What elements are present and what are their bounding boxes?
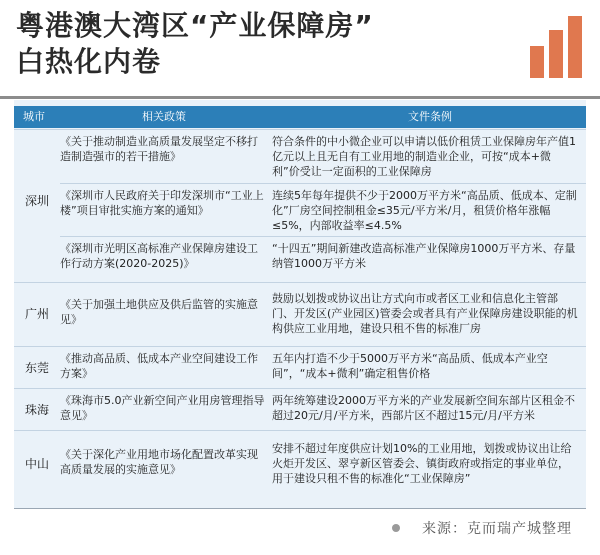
table-header [14,106,586,128]
clause-cell: 两年统筹建设2000万平方米的产业发展新空间东部片区租金不超过20元/月/平方米，西部片区不超过15元/月/平方米 [272,394,575,422]
clause-cell: 符合条件的中小微企业可以申请以低价租赁工业保障房年产值1亿元以上且无自有工业用地的制造业企业，可按“成本+微利”价受让一定面积的工业保障房 [272,135,576,178]
policy-cell: 《关于深化产业用地市场化配置改革实现高质量发展的实施意见》 [60,448,258,476]
table-row [14,388,586,425]
row-city: 珠海 [24,403,49,417]
bottom-divider [14,508,586,509]
policy-table [14,100,586,508]
clause-cell: 连续5年每年提供不少于2000万平方米“高品质、低成本、定制化”厂房空间控制租金≤35元/平方米/月，租赁价格年涨幅≤5%，内部收益率≤4.5% [272,189,577,232]
table-row [14,346,586,383]
clause-cell: “十四五”期间新建改造高标准产业保障房1000万平方米、存量纳管1000万平方米 [272,242,576,270]
table-row [14,282,586,343]
title-line-1: 粤港澳大湾区“产业保障房” [16,9,374,42]
row-city: 东莞 [24,361,49,375]
header-clause: 文件条例 [408,110,452,123]
source-note: 来源：克而瑞产城整理 [422,521,572,537]
policy-cell: 《推动高品质、低成本产业空间建设工作方案》 [60,352,258,380]
title-line-2: 白热化内卷 [16,45,162,78]
policy-cell: 《深圳市光明区高标准产业保障房建设工作行动方案(2020-2025)》 [60,242,258,270]
clause-cell: 鼓励以划拨或协议出让方式向市或者区工业和信息化主管部门、开发区(产业园区)管委会或者具有产业保障房建设职能的机构供应工业用地，建设只租不售的标准厂房 [272,292,578,335]
row-city: 中山 [24,457,49,471]
header-city: 城市 [23,110,45,123]
page-title [16,8,374,80]
table-row [14,129,586,179]
header-policy: 相关政策 [142,110,186,123]
policy-cell: 《关于推动制造业高质量发展坚定不移打造制造强市的若干措施》 [60,135,258,163]
table-row [60,183,586,230]
row-city-shenzhen: 深圳 [24,194,49,208]
policy-cell: 《珠海市5.0产业新空间产业用房管理指导意见》 [60,394,265,422]
top-divider [0,96,600,99]
table-row [60,236,586,275]
table-row [14,430,586,495]
clause-cell: 安排不超过年度供应计划10%的工业用地，划拨或协议出让给火炬开发区、翠亨新区管委会、镇街政府或指定的事业单位，用于建设只租不售的标准化“工业保障房” [272,442,572,485]
policy-cell: 《深圳市人民政府关于印发深圳市“工业上楼”项目审批实施方案的通知》 [60,189,264,217]
policy-cell: 《关于加强土地供应及供后监管的实施意见》 [60,298,258,326]
bullet-dot-icon [392,524,400,532]
row-city: 广州 [24,307,49,321]
clause-cell: 五年内打造不少于5000万平方米“高品质、低成本产业空间”，“成本+微利”确定租售价格 [272,352,548,380]
bar-chart-logo-icon [528,16,584,78]
